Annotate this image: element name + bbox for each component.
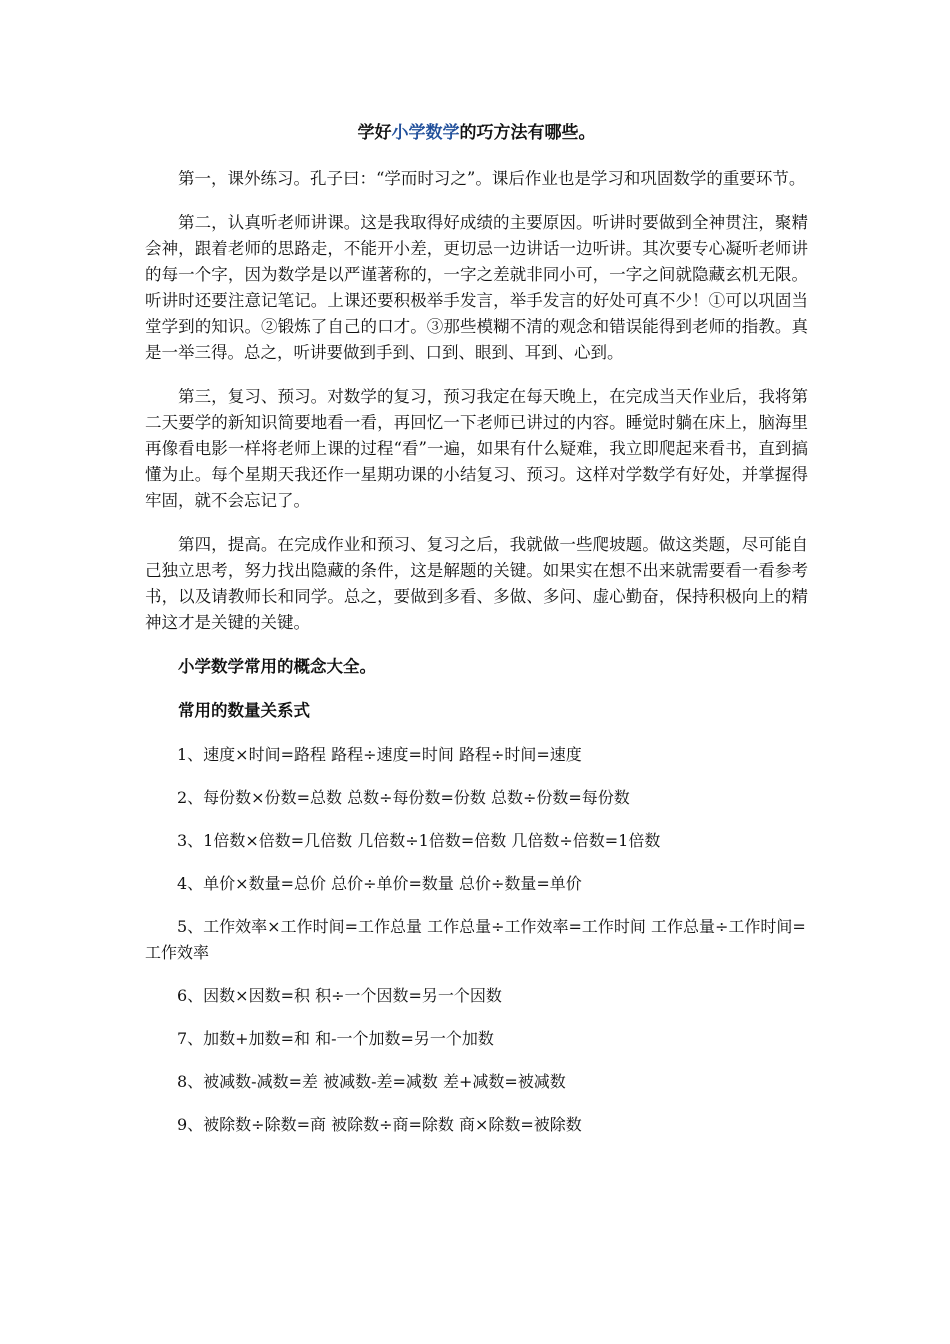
document-page	[145, 120, 808, 1155]
formula-item: 8、被减数-减数=差 被减数-差=减数 差+减数=被减数	[177, 1072, 566, 1091]
title-suffix: 的巧方法有哪些。	[459, 123, 596, 143]
formula-item: 1、速度×时间=路程 路程÷速度=时间 路程÷时间=速度	[177, 745, 582, 764]
formula-item: 9、被除数÷除数=商 被除数÷商=除数 商×除数=被除数	[177, 1115, 582, 1134]
formula-item: 6、因数×因数=积 积÷一个因数=另一个因数	[177, 986, 502, 1005]
section-heading: 小学数学常用的概念大全。	[178, 657, 376, 676]
paragraph-improve: 第四，提高。在完成作业和预习、复习之后，我就做一些爬坡题。做这类题，尽可能自己独立思考，努力找出隐藏的条件，这是解题的关键。如果实在想不出来就需要看一看参考书，以及请教师长和同学。总之，要做到多看、多做、多问、虚心勤奋，保持积极向上的精神这才是关键的关键。	[145, 535, 808, 632]
formula-item: 2、每份数×份数=总数 总数÷每份数=份数 总数÷份数=每份数	[177, 788, 630, 807]
formula-item: 3、1倍数×倍数=几倍数 几倍数÷1倍数=倍数 几倍数÷倍数=1倍数	[177, 831, 661, 850]
formula-item: 5、工作效率×工作时间=工作总量 工作总量÷工作效率=工作时间 工作总量÷工作时间=工作效率	[145, 917, 806, 962]
formula-item: 7、加数+加数=和 和-一个加数=另一个加数	[177, 1029, 494, 1048]
title-prefix: 学好	[357, 123, 392, 143]
sub-heading: 常用的数量关系式	[178, 701, 310, 720]
title-link[interactable]: 小学数学	[391, 123, 460, 143]
formula-item: 4、单价×数量=总价 总价÷单价=数量 总价÷数量=单价	[177, 874, 582, 893]
document-title	[145, 120, 808, 146]
paragraph-review: 第三，复习、预习。对数学的复习，预习我定在每天晚上，在完成当天作业后，我将第二天要学的新知识简要地看一看，再回忆一下老师已讲过的内容。睡觉时躺在床上，脑海里再像看电影一样将老师上课的过程“看”一遍，如果有什么疑难，我立即爬起来看书，直到搞懂为止。每个星期天我还作一星期功课的小结复习、预习。这样对学数学有好处，并掌握得牢固，就不会忘记了。	[145, 387, 808, 510]
paragraph-practice: 第一，课外练习。孔子曰：“学而时习之”。课后作业也是学习和巩固数学的重要环节。	[178, 169, 806, 188]
paragraph-listening: 第二，认真听老师讲课。这是我取得好成绩的主要原因。听讲时要做到全神贯注，聚精会神，跟着老师的思路走，不能开小差，更切忌一边讲话一边听讲。其次要专心凝听老师讲的每一个字，因为数学是以严谨著称的，一字之差就非同小可，一字之间就隐藏玄机无限。听讲时还要注意记笔记。上课还要积极举手发言，举手发言的好处可真不少！①可以巩固当堂学到的知识。②锻炼了自己的口才。③那些模糊不清的观念和错误能得到老师的指教。真是一举三得。总之，听讲要做到手到、口到、眼到、耳到、心到。	[145, 213, 808, 362]
